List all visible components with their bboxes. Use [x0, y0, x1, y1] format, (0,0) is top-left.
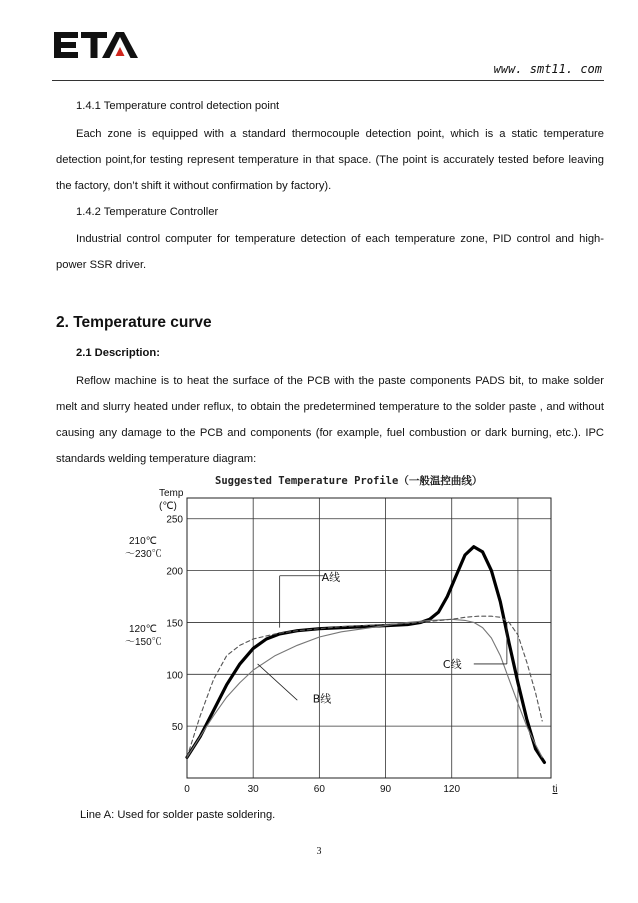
y-range-label: ～150℃	[125, 637, 162, 648]
annotation-label-a: A线	[321, 570, 341, 584]
y-axis-label: Temp	[159, 488, 184, 499]
section-1-4-2-body: Industrial control computer for temperature detection of each temperature zone, PID control and high-power SSR driver.	[56, 233, 604, 271]
series-line-0	[187, 547, 544, 763]
y-tick-label: 50	[171, 722, 183, 734]
annotation-label-b: B线	[312, 692, 332, 706]
x-tick-label: 30	[247, 784, 259, 795]
website-url: www. smt11. com	[493, 62, 602, 76]
section-2-1-body: Reflow machine is to heat the surface of the PCB with the paste components PADS bit, to make solder melt and slurry heated under reflux, to obtain the predetermined temperature to the solder paste , and without causing any damage to the PCB and components (for example, fuel combustion or dark burning, etc.). IPC standards welding temperature diagram:	[56, 375, 604, 465]
annotation-label-c: C线	[442, 658, 462, 672]
header-rule	[52, 80, 604, 81]
eta-logo	[52, 30, 140, 60]
section-1-4-1-heading: 1.4.1 Temperature control detection point	[76, 100, 280, 112]
series-line-1	[187, 619, 542, 757]
series-line-2	[187, 616, 542, 757]
page-number: 3	[316, 846, 322, 857]
x-tick-label: 90	[379, 784, 392, 795]
section-2-1-heading: 2.1 Description:	[76, 347, 160, 359]
x-tick-label: 120	[443, 784, 461, 795]
y-range-label: 120℃	[129, 624, 157, 635]
annotation-pointer-b	[258, 664, 298, 700]
y-axis-unit: (℃)	[159, 501, 177, 512]
plot-frame	[187, 498, 551, 778]
section-2-heading: 2. Temperature curve	[56, 314, 212, 331]
x-tick-label: 60	[313, 784, 325, 795]
chart-title: Suggested Temperature Profile（一般温控曲线）	[215, 475, 483, 487]
y-tick-label: 200	[166, 566, 183, 578]
y-tick-label: 250	[166, 514, 183, 526]
section-1-4-2-heading: 1.4.2 Temperature Controller	[76, 206, 219, 218]
line-a-note: Line A: Used for solder paste soldering.	[80, 809, 276, 821]
y-tick-label: 100	[166, 670, 183, 682]
section-1-4-1-body: Each zone is equipped with a standard thermocouple detection point, which is a static temperature detection point,for testing represent temperature in that space. (The point is accurately tested before leaving the factory, don’t shift it without confirmation by factory).	[56, 128, 604, 192]
x-tick-label: 0	[184, 784, 190, 795]
y-range-label: ～230℃	[125, 548, 162, 560]
x-axis-label: ti	[552, 784, 558, 795]
temperature-profile-chart	[115, 468, 565, 800]
y-range-label: 210℃	[129, 535, 157, 547]
y-tick-label: 150	[166, 618, 183, 630]
